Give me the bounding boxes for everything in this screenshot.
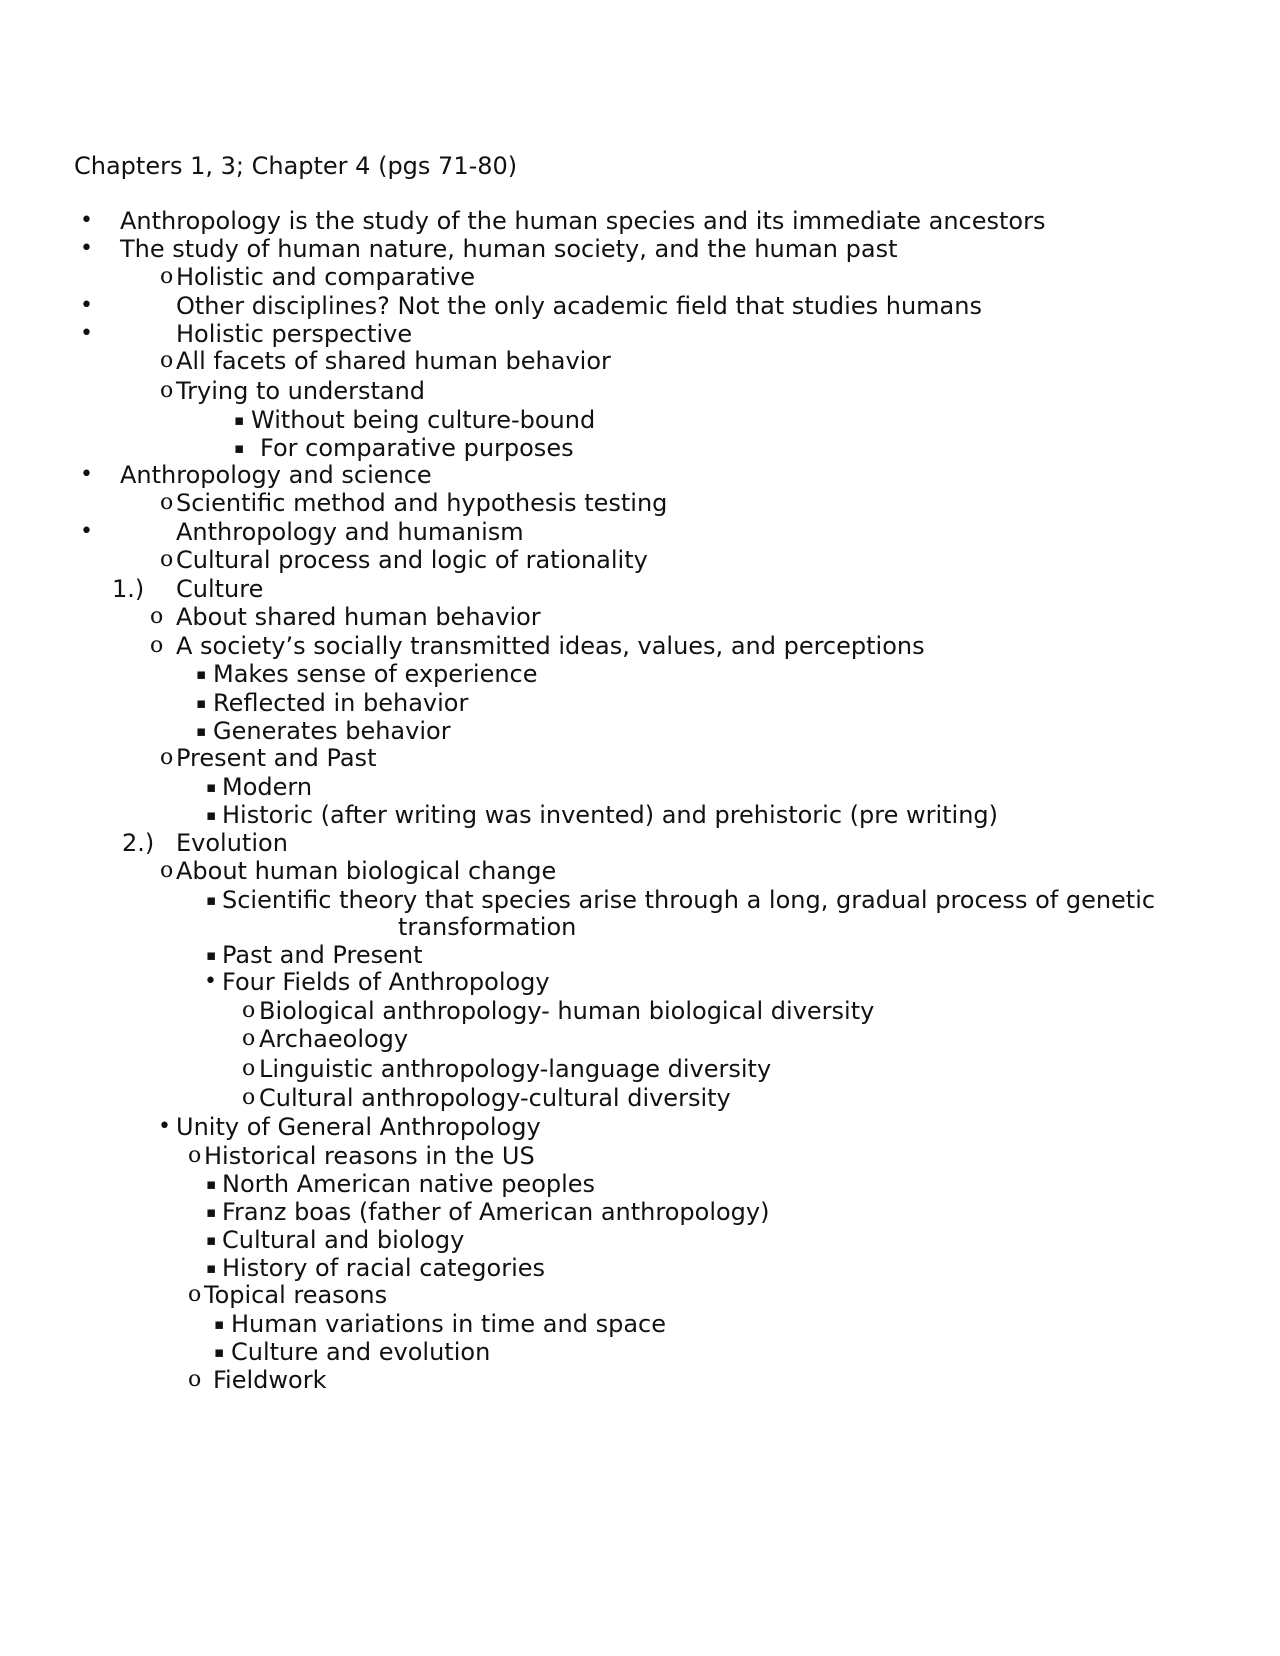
outline-item-text: Franz boas (father of American anthropology) <box>222 1198 770 1226</box>
outline-item-text: Historic (after writing was invented) and prehistoric (pre writing) <box>222 801 999 829</box>
outline-item-text: Trying to understand <box>176 377 426 405</box>
outline-item <box>0 1309 1280 1339</box>
outline-item-text: Generates behavior <box>213 717 451 745</box>
outline-item-text: Cultural process and logic of rationality <box>176 546 648 574</box>
outline-item <box>0 602 1280 632</box>
square-marker: ▪ <box>206 891 217 909</box>
circle-marker: o <box>188 1367 202 1392</box>
outline-item <box>0 1253 1280 1283</box>
outline-item <box>0 1337 1280 1367</box>
outline-item-text: Historical reasons in the US <box>204 1142 535 1170</box>
outline-item <box>0 800 1280 830</box>
circle-marker: o <box>160 378 174 403</box>
circle-marker: o <box>160 745 174 770</box>
outline-item <box>0 688 1280 718</box>
bullet-marker: • <box>80 321 93 346</box>
outline-item-text: The study of human nature, human society, and the human past <box>120 235 898 263</box>
circle-marker: o <box>150 604 164 629</box>
outline-item <box>0 376 1280 406</box>
outline-item <box>0 346 1280 376</box>
outline-item-text: Evolution <box>176 829 288 857</box>
circle-marker: o <box>242 1056 256 1081</box>
outline-item <box>0 856 1280 886</box>
outline-item-text: Archaeology <box>259 1025 409 1053</box>
outline-item-text: transformation <box>398 913 577 941</box>
outline-item <box>0 996 1280 1026</box>
outline-item <box>0 488 1280 518</box>
circle-marker: o <box>160 547 174 572</box>
square-marker: ▪ <box>206 946 217 964</box>
square-marker: ▪ <box>206 778 217 796</box>
outline-item <box>0 1083 1280 1113</box>
outline-item <box>0 885 1280 915</box>
outline-item <box>0 967 1280 997</box>
outline-item <box>0 1112 1280 1142</box>
outline-item <box>0 1197 1280 1227</box>
bullet-marker: • <box>80 519 93 544</box>
circle-marker: o <box>150 633 164 658</box>
outline-item <box>0 234 1280 264</box>
outline-item-text: History of racial categories <box>222 1254 546 1282</box>
outline-item-text: For comparative purposes <box>260 434 574 462</box>
outline-item-text: Holistic and comparative <box>176 263 476 291</box>
number-marker: 2.) <box>122 829 155 857</box>
outline-item-text: Unity of General Anthropology <box>176 1113 541 1141</box>
circle-marker: o <box>160 490 174 515</box>
square-marker: ▪ <box>196 694 207 712</box>
circle-marker: o <box>188 1143 202 1168</box>
outline-item <box>0 262 1280 292</box>
outline-item <box>0 574 1280 604</box>
outline-item <box>0 772 1280 802</box>
bullet-marker: • <box>204 969 217 994</box>
square-marker: ▪ <box>234 439 245 457</box>
outline-item <box>0 1169 1280 1199</box>
outline-item <box>0 828 1280 858</box>
outline-item-text: Four Fields of Anthropology <box>222 968 550 996</box>
outline-item-text: Culture and evolution <box>231 1338 491 1366</box>
outline-item <box>0 405 1280 435</box>
square-marker: ▪ <box>206 1203 217 1221</box>
outline-item-text: Culture <box>176 575 264 603</box>
outline-item <box>0 291 1280 321</box>
bullet-marker: • <box>80 462 93 487</box>
outline-item <box>0 716 1280 746</box>
outline-item-text: Scientific method and hypothesis testing <box>176 489 668 517</box>
circle-marker: o <box>188 1282 202 1307</box>
circle-marker: o <box>160 348 174 373</box>
outline-item <box>0 1280 1280 1310</box>
outline-item <box>0 206 1280 236</box>
square-marker: ▪ <box>206 1175 217 1193</box>
outline-item-text: Linguistic anthropology-language diversity <box>259 1055 772 1083</box>
outline-item <box>0 1365 1280 1395</box>
outline-item-text: Scientific theory that species arise through a long, gradual process of genetic <box>222 886 1156 914</box>
square-marker: ▪ <box>234 411 245 429</box>
outline-item <box>0 1024 1280 1054</box>
square-marker: ▪ <box>196 722 207 740</box>
outline-item <box>0 659 1280 689</box>
outline-item <box>0 940 1280 970</box>
outline-item <box>0 517 1280 547</box>
outline-item-text: Human variations in time and space <box>231 1310 666 1338</box>
outline-item-text: Anthropology is the study of the human species and its immediate ancestors <box>120 207 1046 235</box>
outline-item-text: Without being culture-bound <box>251 406 596 434</box>
outline-item-text: Holistic perspective <box>176 320 413 348</box>
outline-item <box>0 460 1280 490</box>
outline-item-text: Reflected in behavior <box>213 689 469 717</box>
square-marker: ▪ <box>214 1315 225 1333</box>
bullet-marker: • <box>158 1114 171 1139</box>
bullet-marker: • <box>80 236 93 261</box>
outline-item-text: Other disciplines? Not the only academic field that studies humans <box>176 292 982 320</box>
outline-item <box>0 631 1280 661</box>
outline-item <box>0 912 1280 942</box>
outline-item <box>0 1141 1280 1171</box>
circle-marker: o <box>242 998 256 1023</box>
bullet-marker: • <box>80 293 93 318</box>
outline-item <box>0 743 1280 773</box>
outline-item <box>0 1054 1280 1084</box>
square-marker: ▪ <box>206 1231 217 1249</box>
circle-marker: o <box>242 1085 256 1110</box>
outline-item-text: Modern <box>222 773 313 801</box>
outline-item <box>0 1225 1280 1255</box>
number-marker: 1.) <box>112 575 145 603</box>
outline-item-text: Past and Present <box>222 941 423 969</box>
outline-item-text: About shared human behavior <box>176 603 541 631</box>
bullet-marker: • <box>80 208 93 233</box>
square-marker: ▪ <box>206 806 217 824</box>
outline-item <box>0 319 1280 349</box>
outline-item-text: About human biological change <box>176 857 557 885</box>
outline-item-text: All facets of shared human behavior <box>176 347 611 375</box>
square-marker: ▪ <box>196 665 207 683</box>
square-marker: ▪ <box>214 1343 225 1361</box>
circle-marker: o <box>160 858 174 883</box>
square-marker: ▪ <box>206 1259 217 1277</box>
outline-item-text: Present and Past <box>176 744 377 772</box>
outline-item-text: Anthropology and science <box>120 461 432 489</box>
outline-item <box>0 433 1280 463</box>
outline-item-text: Cultural anthropology-cultural diversity <box>259 1084 731 1112</box>
outline-item-text: Fieldwork <box>213 1366 327 1394</box>
outline-item-text: Cultural and biology <box>222 1226 465 1254</box>
outline-item-text: North American native peoples <box>222 1170 596 1198</box>
circle-marker: o <box>242 1026 256 1051</box>
outline-item-text: Topical reasons <box>204 1281 388 1309</box>
outline-item-text: A society’s socially transmitted ideas, values, and perceptions <box>176 632 925 660</box>
outline-item <box>0 545 1280 575</box>
page-title: Chapters 1, 3; Chapter 4 (pgs 71-80) <box>74 152 518 180</box>
outline-item-text: Biological anthropology- human biological diversity <box>259 997 875 1025</box>
circle-marker: o <box>160 264 174 289</box>
outline-item-text: Anthropology and humanism <box>176 518 524 546</box>
outline-item-text: Makes sense of experience <box>213 660 538 688</box>
